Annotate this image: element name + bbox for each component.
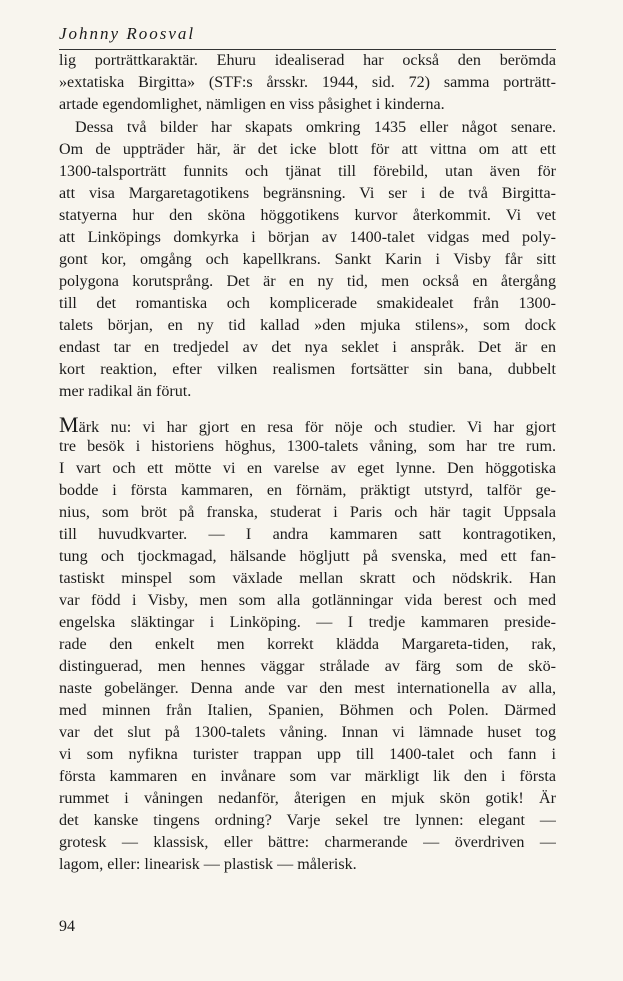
text-line: första kammaren en invånare som var märkligt lik den i första: [59, 768, 556, 785]
text-line: talets början, en ny tid kallad »den mjuka stilens», som dock: [59, 317, 556, 334]
text-line: rummet i våningen nedanför, återigen en mjuk skön gotik! Är: [59, 790, 556, 807]
text-line-rest: ärk nu: vi har gjort en resa för nöje och studier. Vi har gjort: [78, 419, 556, 436]
text-line: lig porträttkaraktär. Ehuru idealiserad har också den berömda: [59, 52, 556, 69]
text-line: med minnen från Italien, Spanien, Böhmen och Polen. Därmed: [59, 702, 556, 719]
text-line: grotesk — klassisk, eller bättre: charmerande — överdriven —: [59, 834, 556, 851]
text-line: vi som nyfikna turister trappan upp till 1400-talet och fann i: [59, 746, 556, 763]
text-line: naste gobelänger. Denna ande var den mest internationella av alla,: [59, 680, 556, 697]
text-line: gont kor, omgång och kapellkrans. Sankt Karin i Visby får sitt: [59, 251, 556, 268]
text-line: att Linköpings domkyrka i början av 1400-talet vidgas med poly-: [59, 229, 556, 246]
text-line: [59, 414, 556, 436]
text-line: var född i Visby, men som alla gotlänningar vida berest och med: [59, 592, 556, 609]
text-line: »extatiska Birgitta» (STF:s årsskr. 1944, sid. 72) samma porträtt-: [59, 74, 556, 91]
text-line: tung och tjockmagad, hälsande högljutt på svenska, med ett fan-: [59, 548, 556, 565]
text-line: tastiskt minspel som växlade mellan skratt och nödskrik. Han: [59, 570, 556, 587]
text-line: till huvudkvarter. — I andra kammaren satt kontragotiken,: [59, 526, 556, 543]
initial-letter: M: [59, 414, 79, 436]
text-line: lagom, eller: linearisk — plastisk — målerisk.: [59, 856, 357, 873]
text-line: Om de uppträder här, är det icke blott för att vittna om att ett: [59, 141, 556, 158]
text-line: till det romantiska och komplicerade smakidealet från 1300-: [59, 295, 556, 312]
page-number: 94: [59, 918, 75, 935]
text-line: endast tar en tredjedel av det nya seklet i anspråk. Det är en: [59, 339, 556, 356]
text-line: nius, som bröt på franska, studerat i Paris och här tagit Uppsala: [59, 504, 556, 521]
text-line: statyerna hur den sköna höggotikens kurvor återkommit. Vi vet: [59, 207, 556, 224]
running-head: Johnny Roosval: [59, 24, 196, 43]
text-line: det kanske tingens ordning? Varje sekel tre lynnen: elegant —: [59, 812, 556, 829]
text-line: kort reaktion, efter vilken realismen fortsätter sin bana, dubbelt: [59, 361, 556, 378]
text-line: att visa Margaretagotikens begränsning. Vi ser i de två Birgitta-: [59, 185, 556, 202]
text-line: Dessa två bilder har skapats omkring 1435 eller något senare.: [75, 119, 556, 136]
text-line: 1300-talsporträtt funnits och tjänat till förebild, utan även för: [59, 163, 556, 180]
text-line: I vart och ett mötte vi en varelse av eget lynne. Den höggotiska: [59, 460, 556, 477]
text-line: engelska släktingar i Linköping. — I tredje kammaren preside-: [59, 614, 556, 631]
text-line: bodde i första kammaren, en förnäm, präktigt utstyrd, talför ge-: [59, 482, 556, 499]
text-line: polygona korutsprång. Det är en ny tid, men också en återgång: [59, 273, 556, 290]
text-line: distinguerad, men hennes väggar strålade av färg som de skö-: [59, 658, 556, 675]
text-line: var det slut på 1300-talets våning. Innan vi lämnade huset tog: [59, 724, 556, 741]
text-line: tre besök i historiens höghus, 1300-talets våning, som har tre rum.: [59, 438, 556, 455]
text-line: mer radikal än förut.: [59, 383, 192, 400]
text-line: rade den enkelt men korrekt klädda Margareta-tiden, rak,: [59, 636, 556, 653]
text-line: artade egendomlighet, nämligen en viss påsighet i kinderna.: [59, 96, 445, 113]
